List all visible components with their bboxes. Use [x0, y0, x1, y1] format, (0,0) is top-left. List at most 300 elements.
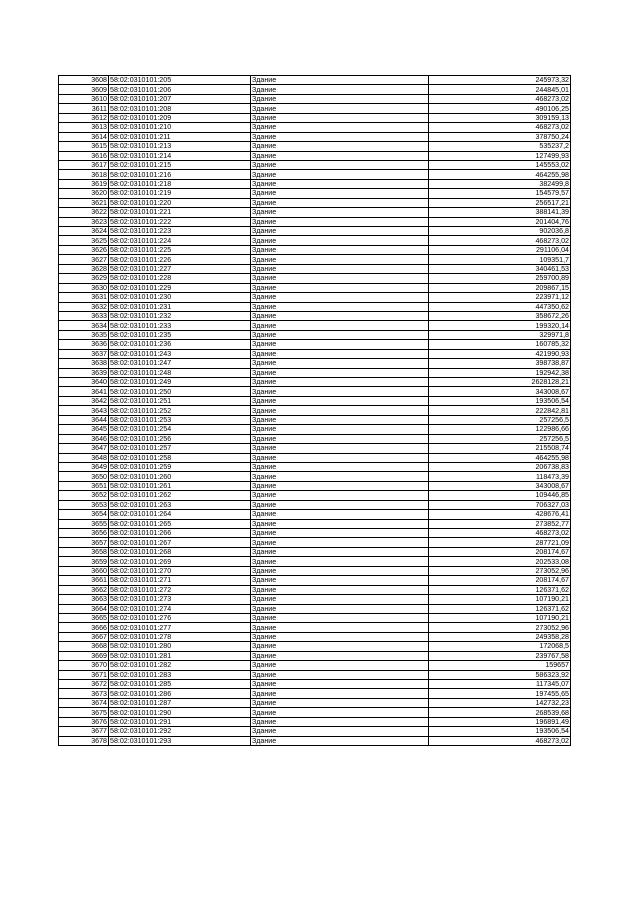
cadastral-value-cell: 206738,83	[429, 462, 571, 471]
object-type-cell: Здание	[251, 585, 429, 594]
cadastral-value-cell: 490106,25	[429, 104, 571, 113]
cadastral-number-cell: 58:02:0310101:291	[109, 717, 251, 726]
cadastral-number-cell: 58:02:0310101:229	[109, 283, 251, 292]
row-number-cell: 3609	[59, 85, 109, 94]
cadastral-number-cell: 58:02:0310101:272	[109, 585, 251, 594]
cadastral-value-cell: 421990,93	[429, 349, 571, 358]
object-type-cell: Здание	[251, 529, 429, 538]
table-row	[59, 406, 571, 415]
object-type-cell: Здание	[251, 302, 429, 311]
cadastral-value-cell: 249358,28	[429, 632, 571, 641]
object-type-cell: Здание	[251, 604, 429, 613]
cadastral-number-cell: 58:02:0310101:215	[109, 160, 251, 169]
cadastral-number-cell: 58:02:0310101:285	[109, 680, 251, 689]
cadastral-value-cell: 309159,13	[429, 113, 571, 122]
cadastral-value-cell: 208174,67	[429, 576, 571, 585]
cadastral-number-cell: 58:02:0310101:286	[109, 689, 251, 698]
object-type-cell: Здание	[251, 340, 429, 349]
table-row	[59, 227, 571, 236]
object-type-cell: Здание	[251, 642, 429, 651]
object-type-cell: Здание	[251, 736, 429, 745]
object-type-cell: Здание	[251, 142, 429, 151]
cadastral-number-cell: 58:02:0310101:282	[109, 661, 251, 670]
cadastral-number-cell: 58:02:0310101:250	[109, 387, 251, 396]
object-type-cell: Здание	[251, 576, 429, 585]
cadastral-number-cell: 58:02:0310101:259	[109, 462, 251, 471]
table-row	[59, 557, 571, 566]
row-number-cell: 3611	[59, 104, 109, 113]
object-type-cell: Здание	[251, 462, 429, 471]
cadastral-number-cell: 58:02:0310101:257	[109, 444, 251, 453]
cadastral-value-cell: 117345,07	[429, 680, 571, 689]
object-type-cell: Здание	[251, 76, 429, 85]
cadastral-number-cell: 58:02:0310101:231	[109, 302, 251, 311]
table-row	[59, 500, 571, 509]
object-type-cell: Здание	[251, 689, 429, 698]
cadastral-value-cell: 468273,02	[429, 236, 571, 245]
cadastral-number-cell: 58:02:0310101:260	[109, 472, 251, 481]
cadastral-value-cell: 197455,65	[429, 689, 571, 698]
object-type-cell: Здание	[251, 406, 429, 415]
cadastral-number-cell: 58:02:0310101:270	[109, 566, 251, 575]
cadastral-number-cell: 58:02:0310101:264	[109, 510, 251, 519]
cadastral-number-cell: 58:02:0310101:268	[109, 547, 251, 556]
row-number-cell: 3667	[59, 632, 109, 641]
row-number-cell: 3669	[59, 651, 109, 660]
row-number-cell: 3608	[59, 76, 109, 85]
object-type-cell: Здание	[251, 274, 429, 283]
object-type-cell: Здание	[251, 680, 429, 689]
table-row	[59, 264, 571, 273]
row-number-cell: 3639	[59, 368, 109, 377]
row-number-cell: 3658	[59, 547, 109, 556]
row-number-cell: 3674	[59, 698, 109, 707]
cadastral-value-cell: 468273,02	[429, 123, 571, 132]
table-row	[59, 623, 571, 632]
cadastral-number-cell: 58:02:0310101:205	[109, 76, 251, 85]
cadastral-number-cell: 58:02:0310101:207	[109, 94, 251, 103]
object-type-cell: Здание	[251, 311, 429, 320]
table-row	[59, 415, 571, 424]
table-row	[59, 236, 571, 245]
table-row	[59, 444, 571, 453]
cadastral-value-cell: 127499,93	[429, 151, 571, 160]
cadastral-number-cell: 58:02:0310101:220	[109, 198, 251, 207]
cadastral-number-cell: 58:02:0310101:262	[109, 491, 251, 500]
row-number-cell: 3628	[59, 264, 109, 273]
row-number-cell: 3655	[59, 519, 109, 528]
cadastral-number-cell: 58:02:0310101:292	[109, 727, 251, 736]
table-row	[59, 94, 571, 103]
object-type-cell: Здание	[251, 208, 429, 217]
row-number-cell: 3650	[59, 472, 109, 481]
table-row	[59, 283, 571, 292]
table-row	[59, 510, 571, 519]
table-row	[59, 472, 571, 481]
object-type-cell: Здание	[251, 330, 429, 339]
cadastral-number-cell: 58:02:0310101:258	[109, 453, 251, 462]
cadastral-value-cell: 340461,53	[429, 264, 571, 273]
table-row	[59, 566, 571, 575]
cadastral-number-cell: 58:02:0310101:219	[109, 189, 251, 198]
row-number-cell: 3620	[59, 189, 109, 198]
cadastral-value-cell: 209867,15	[429, 283, 571, 292]
cadastral-number-cell: 58:02:0310101:274	[109, 604, 251, 613]
object-type-cell: Здание	[251, 425, 429, 434]
table-row	[59, 642, 571, 651]
table-row	[59, 680, 571, 689]
row-number-cell: 3634	[59, 321, 109, 330]
table-row	[59, 717, 571, 726]
object-type-cell: Здание	[251, 236, 429, 245]
row-number-cell: 3612	[59, 113, 109, 122]
cadastral-number-cell: 58:02:0310101:265	[109, 519, 251, 528]
cadastral-number-cell: 58:02:0310101:225	[109, 245, 251, 254]
object-type-cell: Здание	[251, 179, 429, 188]
cadastral-value-cell: 257256,5	[429, 415, 571, 424]
cadastral-number-cell: 58:02:0310101:228	[109, 274, 251, 283]
row-number-cell: 3663	[59, 595, 109, 604]
row-number-cell: 3618	[59, 170, 109, 179]
row-number-cell: 3666	[59, 623, 109, 632]
cadastral-value-cell: 378750,24	[429, 132, 571, 141]
table-row	[59, 123, 571, 132]
table-row	[59, 396, 571, 405]
cadastral-number-cell: 58:02:0310101:287	[109, 698, 251, 707]
row-number-cell: 3672	[59, 680, 109, 689]
table-row	[59, 368, 571, 377]
row-number-cell: 3630	[59, 283, 109, 292]
row-number-cell: 3623	[59, 217, 109, 226]
table-row	[59, 689, 571, 698]
cadastral-value-cell: 193506,54	[429, 396, 571, 405]
row-number-cell: 3622	[59, 208, 109, 217]
cadastral-value-cell: 202533,08	[429, 557, 571, 566]
cadastral-value-cell: 398738,87	[429, 359, 571, 368]
row-number-cell: 3619	[59, 179, 109, 188]
table-row	[59, 453, 571, 462]
object-type-cell: Здание	[251, 160, 429, 169]
row-number-cell: 3647	[59, 444, 109, 453]
row-number-cell: 3638	[59, 359, 109, 368]
object-type-cell: Здание	[251, 396, 429, 405]
table-row	[59, 245, 571, 254]
cadastral-number-cell: 58:02:0310101:223	[109, 227, 251, 236]
row-number-cell: 3632	[59, 302, 109, 311]
cadastral-value-cell: 447350,62	[429, 302, 571, 311]
cadastral-value-cell: 118473,39	[429, 472, 571, 481]
cadastral-number-cell: 58:02:0310101:252	[109, 406, 251, 415]
table-row	[59, 529, 571, 538]
cadastral-value-cell: 126371,62	[429, 604, 571, 613]
row-number-cell: 3645	[59, 425, 109, 434]
cadastral-number-cell: 58:02:0310101:278	[109, 632, 251, 641]
cadastral-value-cell: 468273,02	[429, 94, 571, 103]
row-number-cell: 3668	[59, 642, 109, 651]
cadastral-value-cell: 329971,8	[429, 330, 571, 339]
cadastral-number-cell: 58:02:0310101:251	[109, 396, 251, 405]
object-type-cell: Здание	[251, 557, 429, 566]
cadastral-number-cell: 58:02:0310101:277	[109, 623, 251, 632]
cadastral-value-cell: 2628128,21	[429, 378, 571, 387]
cadastral-number-cell: 58:02:0310101:210	[109, 123, 251, 132]
table-row	[59, 349, 571, 358]
cadastral-value-cell: 273052,96	[429, 623, 571, 632]
cadastral-value-cell: 215508,74	[429, 444, 571, 453]
object-type-cell: Здание	[251, 453, 429, 462]
cadastral-value-cell: 201404,76	[429, 217, 571, 226]
cadastral-number-cell: 58:02:0310101:283	[109, 670, 251, 679]
table-row	[59, 491, 571, 500]
cadastral-value-cell: 196891,49	[429, 717, 571, 726]
object-type-cell: Здание	[251, 566, 429, 575]
table-row	[59, 519, 571, 528]
row-number-cell: 3617	[59, 160, 109, 169]
cadastral-value-cell: 107190,21	[429, 595, 571, 604]
table-row	[59, 274, 571, 283]
cadastral-number-cell: 58:02:0310101:235	[109, 330, 251, 339]
cadastral-value-cell: 154579,57	[429, 189, 571, 198]
cadastral-value-cell: 273852,77	[429, 519, 571, 528]
row-number-cell: 3629	[59, 274, 109, 283]
table-row	[59, 198, 571, 207]
cadastral-value-cell: 535237,2	[429, 142, 571, 151]
table-row	[59, 538, 571, 547]
cadastral-number-cell: 58:02:0310101:236	[109, 340, 251, 349]
cadastral-value-cell: 107190,21	[429, 613, 571, 622]
object-type-cell: Здание	[251, 613, 429, 622]
row-number-cell: 3616	[59, 151, 109, 160]
table-row	[59, 378, 571, 387]
row-number-cell: 3643	[59, 406, 109, 415]
row-number-cell: 3633	[59, 311, 109, 320]
cadastral-value-cell: 192942,38	[429, 368, 571, 377]
table-row	[59, 547, 571, 556]
table-row	[59, 585, 571, 594]
cadastral-number-cell: 58:02:0310101:271	[109, 576, 251, 585]
cadastral-number-cell: 58:02:0310101:230	[109, 293, 251, 302]
row-number-cell: 3661	[59, 576, 109, 585]
cadastral-value-cell: 245973,32	[429, 76, 571, 85]
object-type-cell: Здание	[251, 519, 429, 528]
row-number-cell: 3678	[59, 736, 109, 745]
table-row	[59, 217, 571, 226]
cadastral-number-cell: 58:02:0310101:222	[109, 217, 251, 226]
object-type-cell: Здание	[251, 198, 429, 207]
table-row	[59, 255, 571, 264]
object-type-cell: Здание	[251, 415, 429, 424]
cadastral-number-cell: 58:02:0310101:256	[109, 434, 251, 443]
table-row	[59, 359, 571, 368]
object-type-cell: Здание	[251, 227, 429, 236]
object-type-cell: Здание	[251, 538, 429, 547]
cadastral-value-cell: 222842,81	[429, 406, 571, 415]
row-number-cell: 3652	[59, 491, 109, 500]
cadastral-value-cell: 291106,04	[429, 245, 571, 254]
cadastral-number-cell: 58:02:0310101:243	[109, 349, 251, 358]
cadastral-number-cell: 58:02:0310101:213	[109, 142, 251, 151]
table-row	[59, 481, 571, 490]
object-type-cell: Здание	[251, 104, 429, 113]
registry-table-body	[59, 76, 571, 746]
object-type-cell: Здание	[251, 94, 429, 103]
cadastral-value-cell: 244845,01	[429, 85, 571, 94]
object-type-cell: Здание	[251, 717, 429, 726]
cadastral-value-cell: 468273,02	[429, 736, 571, 745]
table-row	[59, 632, 571, 641]
cadastral-number-cell: 58:02:0310101:261	[109, 481, 251, 490]
object-type-cell: Здание	[251, 189, 429, 198]
cadastral-value-cell: 388141,39	[429, 208, 571, 217]
object-type-cell: Здание	[251, 670, 429, 679]
object-type-cell: Здание	[251, 481, 429, 490]
cadastral-number-cell: 58:02:0310101:249	[109, 378, 251, 387]
table-row	[59, 132, 571, 141]
row-number-cell: 3621	[59, 198, 109, 207]
cadastral-number-cell: 58:02:0310101:280	[109, 642, 251, 651]
table-row	[59, 293, 571, 302]
table-row	[59, 698, 571, 707]
cadastral-number-cell: 58:02:0310101:209	[109, 113, 251, 122]
object-type-cell: Здание	[251, 113, 429, 122]
row-number-cell: 3670	[59, 661, 109, 670]
cadastral-number-cell: 58:02:0310101:211	[109, 132, 251, 141]
row-number-cell: 3662	[59, 585, 109, 594]
table-row	[59, 302, 571, 311]
row-number-cell: 3636	[59, 340, 109, 349]
cadastral-number-cell: 58:02:0310101:227	[109, 264, 251, 273]
cadastral-number-cell: 58:02:0310101:224	[109, 236, 251, 245]
object-type-cell: Здание	[251, 491, 429, 500]
table-row	[59, 76, 571, 85]
row-number-cell: 3610	[59, 94, 109, 103]
object-type-cell: Здание	[251, 349, 429, 358]
object-type-cell: Здание	[251, 245, 429, 254]
cadastral-value-cell: 259700,89	[429, 274, 571, 283]
table-row	[59, 425, 571, 434]
cadastral-number-cell: 58:02:0310101:293	[109, 736, 251, 745]
row-number-cell: 3631	[59, 293, 109, 302]
row-number-cell: 3613	[59, 123, 109, 132]
object-type-cell: Здание	[251, 321, 429, 330]
table-row	[59, 434, 571, 443]
table-row	[59, 151, 571, 160]
cadastral-number-cell: 58:02:0310101:263	[109, 500, 251, 509]
object-type-cell: Здание	[251, 283, 429, 292]
row-number-cell: 3648	[59, 453, 109, 462]
table-row	[59, 170, 571, 179]
object-type-cell: Здание	[251, 255, 429, 264]
cadastral-number-cell: 58:02:0310101:248	[109, 368, 251, 377]
cadastral-number-cell: 58:02:0310101:254	[109, 425, 251, 434]
row-number-cell: 3627	[59, 255, 109, 264]
cadastral-value-cell: 256517,21	[429, 198, 571, 207]
cadastral-value-cell: 257256,5	[429, 434, 571, 443]
cadastral-number-cell: 58:02:0310101:233	[109, 321, 251, 330]
row-number-cell: 3675	[59, 708, 109, 717]
table-row	[59, 462, 571, 471]
cadastral-value-cell: 145553,02	[429, 160, 571, 169]
cadastral-value-cell: 126371,62	[429, 585, 571, 594]
table-row	[59, 208, 571, 217]
row-number-cell: 3635	[59, 330, 109, 339]
object-type-cell: Здание	[251, 623, 429, 632]
row-number-cell: 3664	[59, 604, 109, 613]
cadastral-number-cell: 58:02:0310101:276	[109, 613, 251, 622]
row-number-cell: 3656	[59, 529, 109, 538]
cadastral-number-cell: 58:02:0310101:226	[109, 255, 251, 264]
cadastral-value-cell: 239767,58	[429, 651, 571, 660]
cadastral-value-cell: 223971,12	[429, 293, 571, 302]
row-number-cell: 3659	[59, 557, 109, 566]
object-type-cell: Здание	[251, 595, 429, 604]
cadastral-number-cell: 58:02:0310101:216	[109, 170, 251, 179]
object-type-cell: Здание	[251, 547, 429, 556]
cadastral-number-cell: 58:02:0310101:247	[109, 359, 251, 368]
object-type-cell: Здание	[251, 698, 429, 707]
object-type-cell: Здание	[251, 510, 429, 519]
object-type-cell: Здание	[251, 500, 429, 509]
row-number-cell: 3665	[59, 613, 109, 622]
row-number-cell: 3644	[59, 415, 109, 424]
row-number-cell: 3673	[59, 689, 109, 698]
cadastral-number-cell: 58:02:0310101:266	[109, 529, 251, 538]
cadastral-number-cell: 58:02:0310101:269	[109, 557, 251, 566]
cadastral-number-cell: 58:02:0310101:281	[109, 651, 251, 660]
cadastral-number-cell: 58:02:0310101:290	[109, 708, 251, 717]
cadastral-number-cell: 58:02:0310101:267	[109, 538, 251, 547]
cadastral-value-cell: 382499,8	[429, 179, 571, 188]
table-row	[59, 727, 571, 736]
table-row	[59, 576, 571, 585]
row-number-cell: 3640	[59, 378, 109, 387]
cadastral-value-cell: 172068,5	[429, 642, 571, 651]
object-type-cell: Здание	[251, 708, 429, 717]
row-number-cell: 3625	[59, 236, 109, 245]
cadastral-number-cell: 58:02:0310101:214	[109, 151, 251, 160]
object-type-cell: Здание	[251, 378, 429, 387]
cadastral-value-cell: 428676,41	[429, 510, 571, 519]
cadastral-value-cell: 109446,85	[429, 491, 571, 500]
table-row	[59, 340, 571, 349]
object-type-cell: Здание	[251, 85, 429, 94]
cadastral-value-cell: 464255,98	[429, 453, 571, 462]
cadastral-value-cell: 343008,67	[429, 387, 571, 396]
row-number-cell: 3626	[59, 245, 109, 254]
row-number-cell: 3676	[59, 717, 109, 726]
row-number-cell: 3642	[59, 396, 109, 405]
object-type-cell: Здание	[251, 217, 429, 226]
row-number-cell: 3614	[59, 132, 109, 141]
table-row	[59, 661, 571, 670]
object-type-cell: Здание	[251, 661, 429, 670]
table-row	[59, 595, 571, 604]
table-row	[59, 113, 571, 122]
cadastral-number-cell: 58:02:0310101:206	[109, 85, 251, 94]
cadastral-value-cell: 208174,67	[429, 547, 571, 556]
row-number-cell: 3637	[59, 349, 109, 358]
cadastral-value-cell: 268539,68	[429, 708, 571, 717]
table-row	[59, 160, 571, 169]
cadastral-value-cell: 159657	[429, 661, 571, 670]
table-row	[59, 321, 571, 330]
row-number-cell: 3641	[59, 387, 109, 396]
cadastral-value-cell: 287721,09	[429, 538, 571, 547]
row-number-cell: 3646	[59, 434, 109, 443]
cadastral-value-cell: 199320,14	[429, 321, 571, 330]
table-row	[59, 736, 571, 745]
object-type-cell: Здание	[251, 359, 429, 368]
